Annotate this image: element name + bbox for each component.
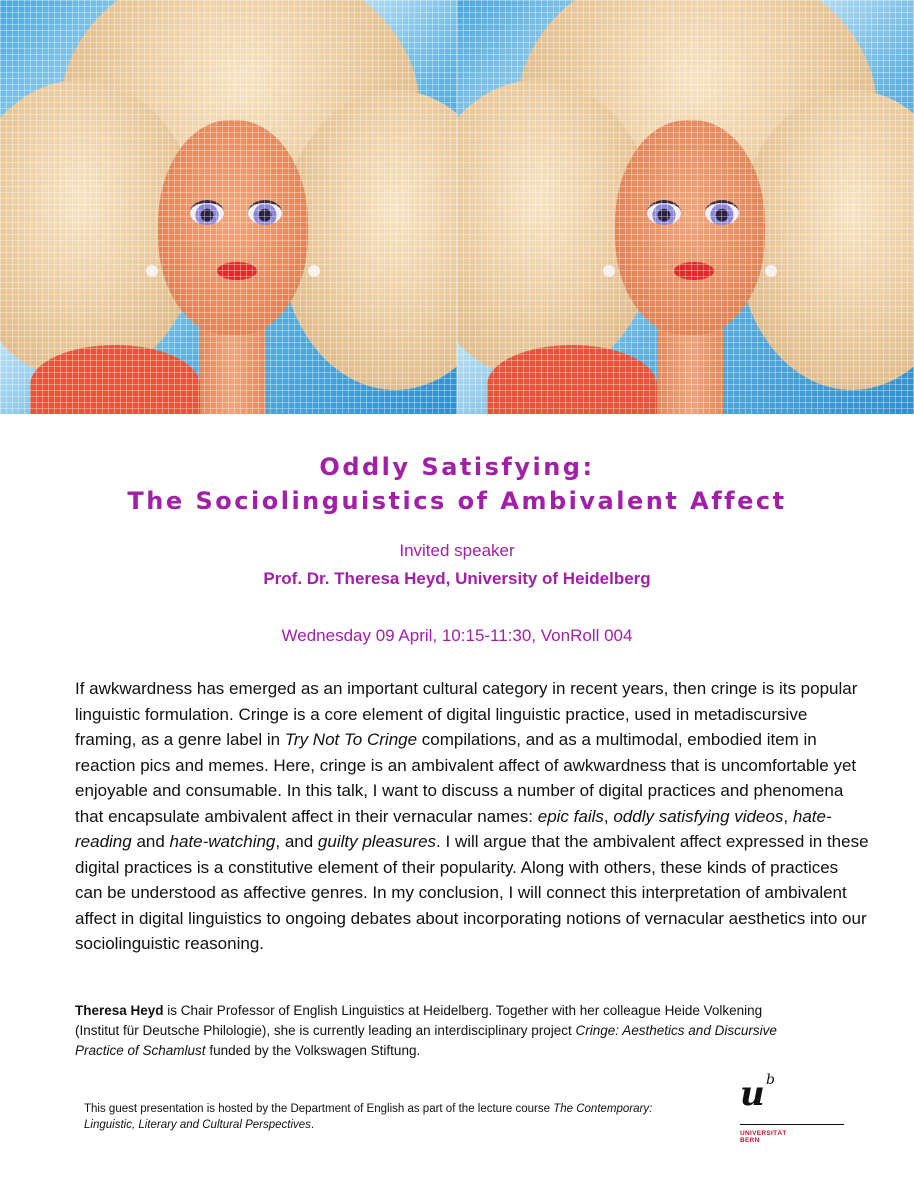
bio-project-title: Cringe: Aesthetics and Discursive Practice of Schamlust — [75, 1023, 777, 1058]
emphasis-text: epic fails — [537, 806, 604, 826]
title-line-2: The Sociolinguistics of Ambivalent Affect — [127, 487, 787, 515]
logo-rule — [740, 1124, 844, 1125]
doll-photo-right — [457, 0, 914, 414]
speaker-bio: Theresa Heyd is Chair Professor of English Linguistics at Heidelberg. Together with her colleague Heide Volkening (Institut für Deutsche Philologie), she is currently leading an interdisciplinary project Cringe: Aesthetics and Discursive Practice of Schamlust funded by the Volkswagen Stiftung. — [75, 1003, 777, 1058]
title-line-1: Oddly Satisfying: — [319, 453, 595, 481]
emphasis-text: oddly satisfying videos — [613, 806, 784, 826]
banner-image — [0, 0, 914, 414]
emphasis-text: hate-watching — [169, 832, 276, 851]
course-title: The Contemporary: Linguistic, Literary and Cultural Perspectives — [84, 1103, 653, 1131]
speaker-name: Prof. Dr. Theresa Heyd, University of Heidelberg — [263, 569, 651, 588]
emphasis-text: guilty pleasures — [317, 832, 437, 851]
logo-mark-u: u — [740, 1074, 765, 1114]
emphasis-text: Try Not To Cringe — [284, 730, 418, 749]
university-bern-logo — [738, 1072, 848, 1152]
emphasis-text: hate-reading — [75, 806, 832, 851]
logo-wordmark: UNIVERSITÄT BERN — [740, 1130, 787, 1144]
event-date-location: Wednesday 09 April, 10:15-11:30, VonRoll 004 — [281, 626, 633, 645]
bio-name: Theresa Heyd — [75, 1003, 164, 1018]
event-title — [0, 450, 914, 518]
invited-speaker-label: Invited speaker — [399, 541, 515, 560]
abstract-text: If awkwardness has emerged as an important cultural category in recent years, then cringe is its popular linguistic formulation. Cringe is a core element of digital linguistic practice, used in metadiscursive framing, as a genre label in Try Not To Cringe compilations, and as a multimodal, embodied item in reaction pics and memes. Here, cringe is an ambivalent affect of awkwardness that is uncomfortable yet enjoyable and consumable. In this talk, I want to discuss a number of digital practices and phenomena that encapsulate ambivalent affect in their vernacular names: epic fails, oddly satisfying videos, hate-reading and hate-watching, and guilty pleasures. I will argue that the ambivalent affect expressed in these digital practices is a constitutive element of their popularity. Along with others, these kinds of practices can be understood as affective genres. In my conclusion, I will connect this interpretation of ambivalent affect in digital linguistics to ongoing debates about incorporating notions of vernacular aesthetics into our sociolinguistic reasoning. — [75, 679, 869, 953]
footer-note: This guest presentation is hosted by the Department of English as part of the lecture course The Contemporary: Linguistic, Literary and Cultural Perspectives. — [84, 1103, 653, 1131]
logo-mark-b: b — [766, 1072, 775, 1088]
doll-photo-left — [0, 0, 457, 414]
